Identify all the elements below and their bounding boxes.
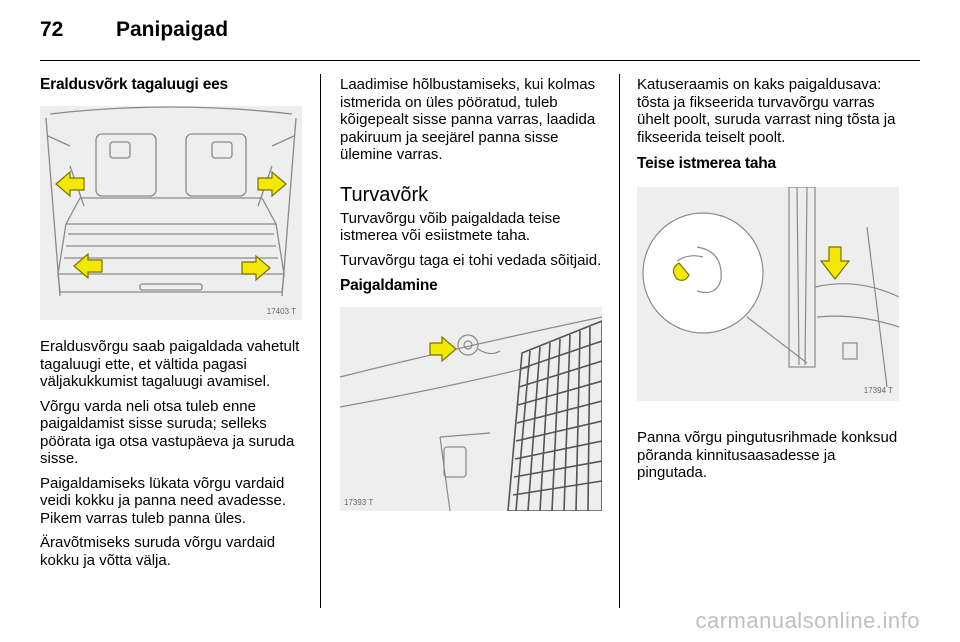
sub-heading-behind-second-row: Teise istmerea taha	[637, 155, 776, 172]
figure-floor-anchor	[637, 187, 899, 401]
sub-heading-installation: Paigaldamine	[340, 277, 438, 294]
figure-code: 17393 T	[344, 498, 374, 507]
intro-paragraph: Laadimise hõlbustamiseks, kui kolmas istmerida on üles pööratud, tuleb kõigepealt sisse panna varras, laadida pakiruum ja seejärel panna sisse ülemine varras.	[340, 76, 596, 163]
figure-caption: Panna võrgu pingutusrihmade konksud põranda kinnitusaasadesse ja pingutada.	[637, 429, 898, 481]
figure-net-roof-mount	[340, 307, 602, 511]
column-1	[40, 76, 306, 576]
page-title: Panipaigad	[116, 18, 229, 41]
net-grid	[508, 321, 602, 511]
arrow-down-icon	[821, 247, 849, 279]
paragraph: Võrgu varda neli otsa tuleb enne paigaldamist sisse suruda; selleks pöörata iga otsa vastupäeva ja suruda sisse.	[40, 397, 295, 467]
arrow-right-lower-icon	[242, 256, 270, 280]
watermark: carmanualsonline.info	[695, 608, 920, 633]
paragraph: Turvavõrgu taga ei tohi vedada sõitjaid.	[340, 251, 602, 269]
cargo-area-illustration	[40, 106, 302, 320]
figure-code: 17394 T	[863, 386, 893, 395]
page-number: 72	[40, 18, 64, 41]
arrow-icons	[56, 172, 286, 280]
paragraph: Turvavõrgu võib paigaldada teise istmerea või esiistmete taha.	[340, 209, 561, 244]
figure-cargo-area-arrows	[40, 106, 302, 320]
section-heading-net-tailgate: Eraldusvõrk tagaluugi ees	[40, 76, 228, 93]
column-2	[340, 76, 602, 511]
column-3	[637, 76, 907, 489]
paragraph: Eraldusvõrgu saab paigaldada vahetult tagaluugi ette, et vältida pagasi väljakukkumist tagaluugi avamisel.	[40, 338, 300, 390]
paragraph: Paigaldamiseks lükata võrgu vardaid veidi kokku ja panna need avadesse. Pikem varras tuleb panna üles.	[40, 474, 287, 527]
column-1-text	[40, 338, 306, 569]
floor-anchor-illustration	[637, 187, 899, 401]
page-header	[40, 14, 920, 54]
arrow-right-icon	[430, 337, 456, 361]
figure-code: 17403 T	[266, 307, 296, 316]
header-divider	[40, 60, 920, 61]
paragraph: Katuseraamis on kaks paigaldusava: tõsta ja fikseerida turvavõrgu varras ühelt poolt, suruda varrast ning tõsta ja fikseerida teiselt poolt.	[637, 76, 896, 146]
section-title-safety-net: Turvavõrk	[340, 183, 429, 206]
paragraph: Äravõtmiseks suruda võrgu vardaid kokku ja võtta välja.	[40, 534, 276, 569]
net-roof-mount-illustration	[340, 307, 602, 511]
column-divider-2	[619, 74, 620, 608]
column-divider-1	[320, 74, 321, 608]
